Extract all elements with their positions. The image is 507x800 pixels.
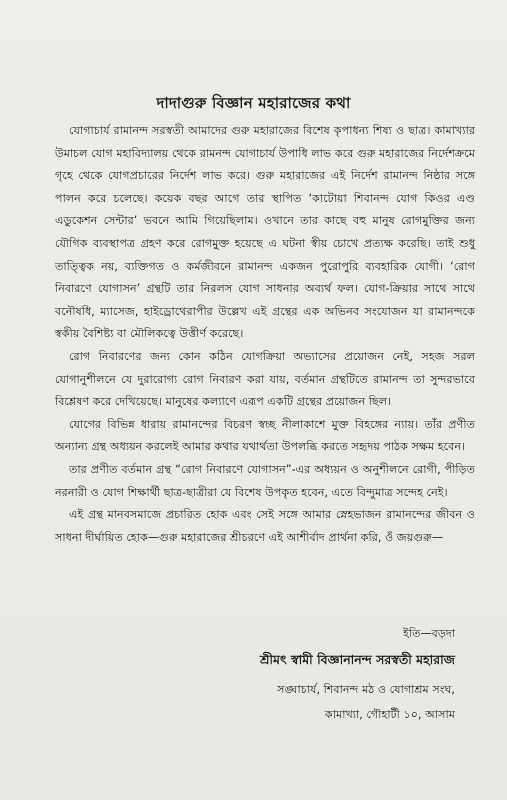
paragraph-1: যোগাচার্য রামানন্দ সরস্বতী আমাদের গুরু মহারাজের বিশেষ কৃপাধন্য শিষ্য ও ছাত্র। কামাখ্যার উমাচল যোগ মহাবিদ্যালয় থেকে রামনন্দ যোগাচার্য উপাধি লাভ করে গুরু মহারাজের নির্দেশক্রমে গৃহে থেকে যোগপ্রচারের নির্দেশ লাভ করে। গুরু মহারাজের এই নির্দেশ রামানন্দ নিষ্ঠার সঙ্গে পালন করে চলেছে। কয়েক বছর আগে তার স্থাপিত ‘কাটোয়া শিবানন্দ যোগ কিওর এণ্ড এডুকেশন সেন্টার’ ভবনে আমি গিয়েছিলাম। ওখানে তার কাছে বহু মানুষ রোগমুক্তির জন্য যৌগিক ব্যবস্থাপত্র গ্রহণ করে রোগমুক্ত হয়েছে এ ঘটনা স্বীয় চোখে প্রত্যক্ষ করেছি। তাই শুধু তাত্ত্বিক নয়, ব্যক্তিগত ও কর্মজীবনে রামানন্দ একজন পুরোপুরি ব্যবহারিক যোগী। ‘রোগ নিবারণে যোগাসন’ গ্রন্থটি তার নিরলস যোগ সাধনার অব্যর্থ ফল। যোগ-ক্রিয়ার সাথে সাথে বনৌষধি, ম্যাসেজ, হাইড্রোথেরাপীর উল্লেখ এই গ্রন্থের এক অভিনব সংযোজন যা রামানন্দকে স্বকীয় বৈশিষ্ট্য বা মৌলিকত্বে উত্তীর্ণ করেছে।	[55, 124, 475, 341]
document-body	[55, 120, 475, 549]
paragraph-2: রোগ নিবারণের জন্য কোন কঠিন যোগক্রিয়া অভ্যাসের প্রয়োজন নেই, সহজ সরল যোগানুশীলনে যে দুরারোগ্য রোগ নিবারণ করা যায়, বর্তমান গ্রন্থটিতে রামানন্দ তা সুন্দরভাবে বিশ্লেষণ করে দেখিয়েছে। মানুষের কল্যাণে এরূপ একটি গ্রন্থের প্রয়োজন ছিল।	[55, 349, 475, 409]
signature-name: শ্রীমৎ স্বামী বিজ্ঞানানন্দ সরস্বতী মহারাজ	[260, 652, 455, 667]
paragraph-4: তার প্রণীত বর্তমান গ্রন্থ “রোগ নিবারণে যোগাসন”-এর অধ্যয়ন ও অনুশীলনে রোগী, পীড়িত নরনারী ও যোগ শিক্ষার্থী ছাত্র-ছাত্রীরা যে বিশেষ উপকৃত হবেন, এতে বিন্দুমাত্র সন্দেহ নেই।	[55, 462, 475, 499]
paragraph-5: এই গ্রন্থ মানবসমাজে প্রচারিত হোক এবং সেই সঙ্গে আমার স্নেহভাজন রামানন্দের জীবন ও সাধনা দীর্ঘায়িত হোক—গুরু মহারাজের শ্রীচরণে এই আশীর্বাদ প্রার্থনা করি, ওঁ জয়গুরু—	[55, 508, 475, 544]
signature-address: কামাখ্যা, গৌহাটী ১০, আসাম	[324, 708, 455, 721]
page-title: দাদাগুরু বিজ্ঞান মহারাজের কথা	[156, 94, 351, 112]
closing-line: ইতি—বড়দা	[403, 627, 455, 640]
paragraph-3: যোগের বিভিন্ন ধারায় রামানন্দের বিচরণ স্বচ্ছ নীলাকাশে মুক্ত বিহঙ্গের ন্যায়। তাঁর প্রণীত অন্যান্য গ্রন্থ অধ্যয়ন করলেই আমার কথার যথার্থতা উপলব্ধি করতে সহৃদয় পাঠক সক্ষম হবেন।	[55, 417, 475, 454]
signature-title: সঙ্ঘাচার্য, শিবানন্দ মঠ ও যোগাশ্রম সংঘ,	[277, 683, 455, 696]
